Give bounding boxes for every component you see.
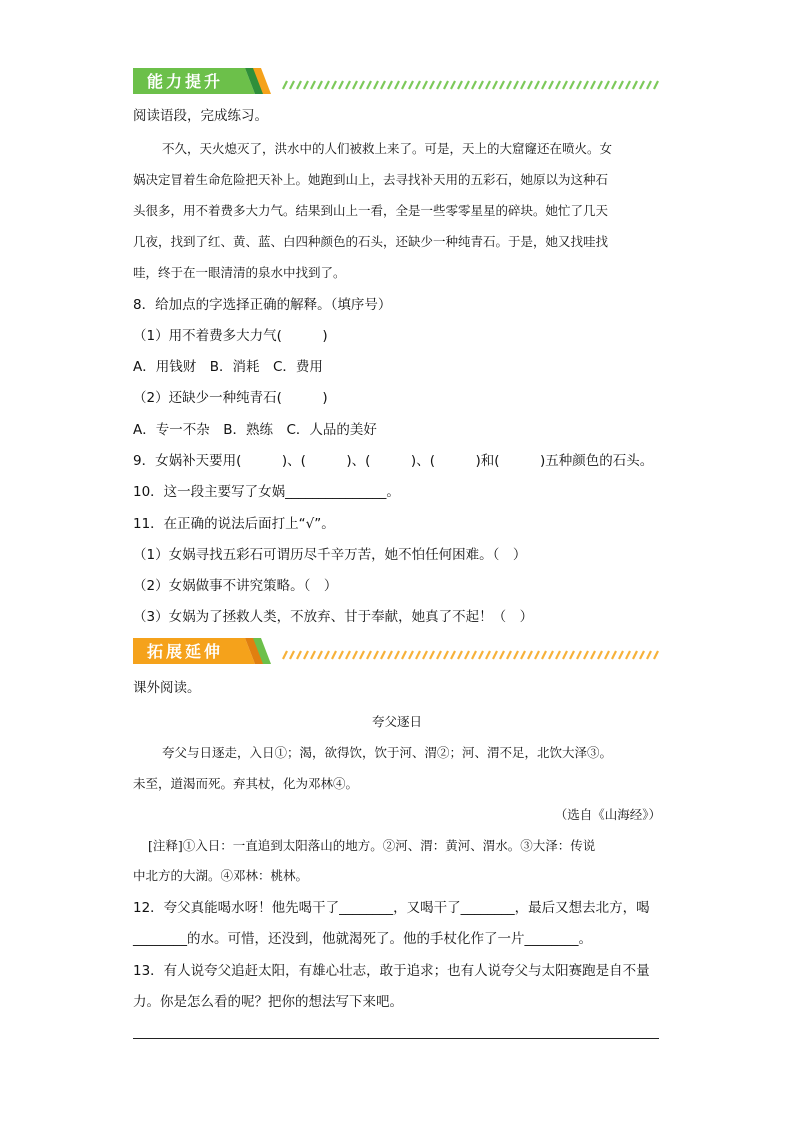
poem-title: 夸父逐日 [371,714,422,729]
passage-line: 哇，终于在一眼清清的泉水中找到了。 [133,265,346,280]
question-11-1: （1）女娲寻找五彩石可谓历尽千辛万苦，她不怕任何困难。（ ） [133,547,527,563]
question-8-2: （2）还缺少一种纯青石( ) [133,390,328,406]
question-8-1: （1）用不着费多大力气( ) [133,328,328,344]
poem-line: 夸父与日逐走，入日①；渴，欲得饮，饮于河、渭②；河、渭不足，北饮大泽③。 [162,745,613,760]
question-9: 9．女娲补天要用( )、( )、( )、( )和( )五种颜色的石头。 [133,453,654,469]
question-8-1-options: A．用钱财 B．消耗 C．费用 [133,359,323,375]
section-title: 能力提升 [147,72,224,91]
passage-line: 不久，天火熄灭了，洪水中的人们被救上来了。可是，天上的大窟窿还在喷火。女 [162,141,613,156]
section-title: 拓展延伸 [147,642,224,661]
source-citation: （选自《山海经》） [554,807,661,822]
passage-line: 娲决定冒着生命危险把天补上。她跑到山上，去寻找补天用的五彩石，她原以为这种石 [133,172,609,187]
note-line: 中北方的大湖。④邓林：桃林。 [133,868,309,883]
passage-line: 几夜，找到了红、黄、蓝、白四种颜色的石头，还缺少一种纯青石。于是，她又找哇找 [133,234,609,249]
answer-writing-line[interactable] [133,1038,659,1039]
question-11: 11．在正确的说法后面打上“√”。 [133,516,335,532]
question-13-cont: 力。你是怎么看的呢？把你的想法写下来吧。 [133,994,403,1010]
poem-line: 未至，道渴而死。弃其杖，化为邓林④。 [133,776,359,791]
section-banner-ability [133,62,661,100]
passage-line: 头很多，用不着费多大力气。结果到山上一看，全是一些零零星星的碎块。她忙了几天 [133,203,609,218]
question-12: 12．夸父真能喝水呀！他先喝干了________，又喝干了________，最后又想去北方，喝 [133,900,650,916]
instruction-text: 课外阅读。 [133,680,201,696]
question-11-3: （3）女娲为了拯救人类，不放弃、甘于奉献，她真了不起！（ ） [133,609,534,625]
question-10: 10．这一段主要写了女娲_______________。 [133,484,400,500]
note-line: [注释]①入日：一直追到太阳落山的地方。②河、渭：黄河、渭水。③大泽：传说 [148,838,596,853]
question-8: 8．给加点的字选择正确的解释。（填序号） [133,297,392,313]
section-banner-extension [133,632,661,670]
question-8-2-options: A．专一不杂 B．熟练 C．人品的美好 [133,422,377,438]
question-13: 13．有人说夸父追赶太阳，有雄心壮志，敢于追求；也有人说夸父与太阳赛跑是自不量 [133,963,650,979]
question-11-2: （2）女娲做事不讲究策略。（ ） [133,578,338,594]
question-12-cont: ________的水。可惜，还没到，他就渴死了。他的手杖化作了一片________。 [133,931,592,947]
instruction-text: 阅读语段，完成练习。 [133,108,268,124]
